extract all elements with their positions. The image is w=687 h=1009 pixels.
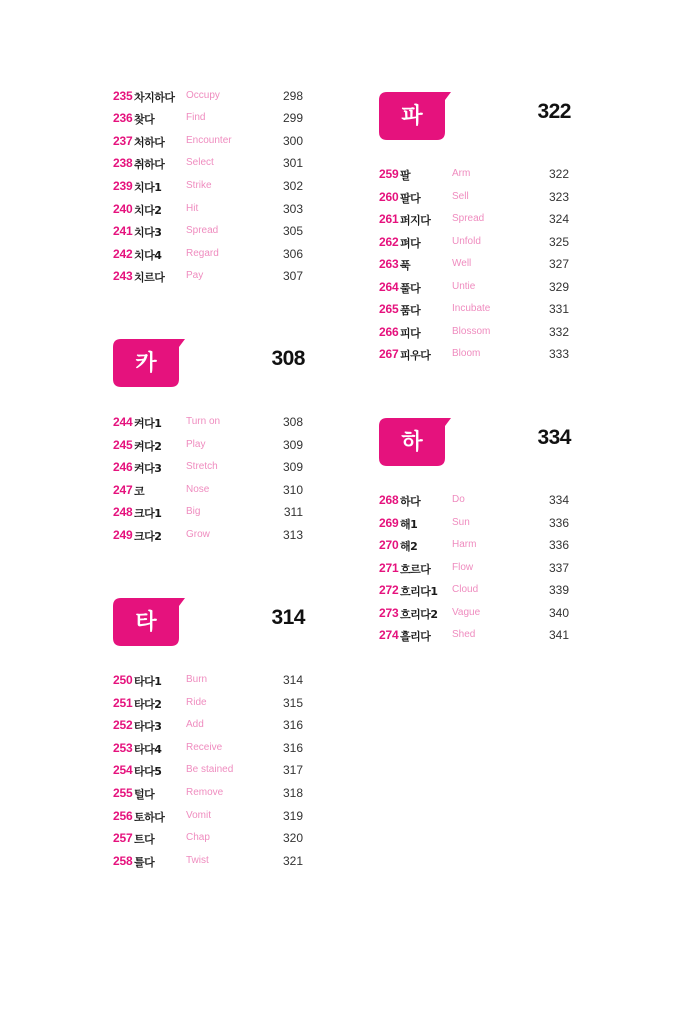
entry-page: 321	[282, 854, 303, 868]
entry-number: 239	[113, 179, 133, 193]
entry-word: 해2	[400, 540, 418, 553]
entry-translation: Play	[186, 439, 206, 450]
entry-translation: Nose	[186, 484, 210, 495]
entry-translation: Spread	[452, 213, 485, 224]
entry-word: 털다	[134, 788, 155, 801]
index-entry[interactable]	[379, 628, 571, 644]
entry-word: 켜다3	[134, 462, 162, 475]
entry-translation: Vague	[452, 607, 481, 618]
index-entry[interactable]	[379, 493, 571, 509]
entry-number: 255	[113, 786, 133, 800]
entry-number: 254	[113, 763, 133, 777]
entry-word: 치다2	[134, 204, 162, 217]
entry-page: 316	[282, 741, 303, 755]
section-label: 타	[135, 610, 157, 635]
entry-translation: Chap	[186, 832, 210, 843]
index-entry[interactable]	[113, 269, 305, 285]
index-entry[interactable]	[379, 347, 571, 363]
index-entry[interactable]	[379, 561, 571, 577]
entry-translation: Be stained	[186, 764, 234, 775]
entry-page: 340	[548, 606, 569, 620]
entry-translation: Harm	[452, 539, 477, 550]
entry-word: 퍼지다	[400, 214, 431, 227]
entry-page: 322	[548, 167, 569, 181]
entry-page: 310	[282, 483, 303, 497]
entry-translation: Bloom	[452, 348, 481, 359]
section-header-ha	[379, 416, 571, 468]
entry-number: 268	[379, 493, 399, 507]
entry-page: 336	[548, 538, 569, 552]
entry-page: 323	[548, 190, 569, 204]
entry-word: 타다3	[134, 720, 162, 733]
entry-number: 252	[113, 718, 133, 732]
section-badge	[113, 337, 183, 389]
index-entry[interactable]	[113, 247, 305, 263]
index-entry[interactable]	[113, 528, 305, 544]
entry-page: 329	[548, 280, 569, 294]
entry-word: 품다	[400, 304, 421, 317]
index-entry[interactable]	[113, 673, 305, 689]
section-badge	[113, 596, 183, 648]
index-entry[interactable]	[113, 438, 305, 454]
index-entry[interactable]	[113, 224, 305, 240]
section-label: 파	[401, 104, 423, 129]
entry-word: 하다	[400, 495, 421, 508]
index-entry[interactable]	[379, 167, 571, 183]
entry-page: 318	[282, 786, 303, 800]
index-entry[interactable]	[113, 202, 305, 218]
entry-number: 246	[113, 460, 133, 474]
entry-page: 319	[282, 809, 303, 823]
entry-number: 249	[113, 528, 133, 542]
entry-page: 314	[282, 673, 303, 687]
entry-number: 259	[379, 167, 399, 181]
entry-translation: Find	[186, 112, 206, 123]
section-page: 314	[271, 606, 305, 629]
index-entry[interactable]	[379, 280, 571, 296]
entry-number: 245	[113, 438, 133, 452]
entry-page: 308	[282, 415, 303, 429]
entry-translation: Occupy	[186, 90, 220, 101]
entry-translation: Shed	[452, 629, 476, 640]
entry-word: 해1	[400, 518, 418, 531]
entry-translation: Ride	[186, 697, 207, 708]
index-entry[interactable]	[379, 606, 571, 622]
entry-page: 302	[282, 179, 303, 193]
section-page: 322	[537, 100, 571, 123]
index-entry[interactable]	[113, 156, 305, 172]
entry-number: 265	[379, 302, 399, 316]
entry-word: 코	[134, 485, 145, 498]
entry-word: 타다1	[134, 675, 162, 688]
entry-page: 337	[548, 561, 569, 575]
entry-number: 253	[113, 741, 133, 755]
entry-number: 258	[113, 854, 133, 868]
entry-page: 336	[548, 516, 569, 530]
index-entry[interactable]	[379, 302, 571, 318]
entry-translation: Do	[452, 494, 465, 505]
entry-translation: Stretch	[186, 461, 218, 472]
entry-translation: Encounter	[186, 135, 232, 146]
entry-word: 팔	[400, 169, 411, 182]
entry-word: 흐리다2	[400, 608, 438, 621]
entry-page: 324	[548, 212, 569, 226]
entry-word: 틀다	[134, 856, 155, 869]
section-page: 308	[271, 347, 305, 370]
entry-number: 250	[113, 673, 133, 687]
entry-translation: Hit	[186, 203, 199, 214]
entry-number: 270	[379, 538, 399, 552]
entry-translation: Sell	[452, 191, 469, 202]
section-badge	[379, 90, 449, 142]
entry-number: 248	[113, 505, 133, 519]
entry-word: 크다2	[134, 530, 162, 543]
entry-word: 타다5	[134, 765, 162, 778]
entry-number: 274	[379, 628, 399, 642]
index-entry[interactable]	[379, 235, 571, 251]
entry-translation: Untie	[452, 281, 476, 292]
entry-page: 313	[282, 528, 303, 542]
entry-word: 치다4	[134, 249, 162, 262]
entry-page: 341	[548, 628, 569, 642]
entry-page: 300	[282, 134, 303, 148]
section-header-ka	[113, 337, 305, 389]
entry-number: 241	[113, 224, 133, 238]
index-entry[interactable]	[113, 483, 305, 499]
entry-page: 306	[282, 247, 303, 261]
entry-page: 309	[282, 438, 303, 452]
entry-translation: Add	[186, 719, 204, 730]
index-entry[interactable]	[113, 696, 305, 712]
entry-translation: Unfold	[452, 236, 481, 247]
index-entry[interactable]	[379, 257, 571, 273]
entry-page: 316	[282, 718, 303, 732]
entry-translation: Arm	[452, 168, 471, 179]
entry-page: 332	[548, 325, 569, 339]
entry-translation: Twist	[186, 855, 209, 866]
entry-page: 309	[282, 460, 303, 474]
entry-number: 273	[379, 606, 399, 620]
entry-translation: Select	[186, 157, 214, 168]
entry-page: 327	[548, 257, 569, 271]
entry-number: 262	[379, 235, 399, 249]
entry-page: 325	[548, 235, 569, 249]
entry-word: 타다2	[134, 698, 162, 711]
entry-word: 펴다	[400, 237, 421, 250]
entry-word: 흐르다	[400, 563, 431, 576]
index-entry[interactable]	[379, 538, 571, 554]
entry-word: 푹	[400, 259, 411, 272]
section-badge	[379, 416, 449, 468]
index-entry[interactable]	[379, 190, 571, 206]
section-page: 334	[537, 426, 571, 449]
entry-number: 266	[379, 325, 399, 339]
entry-translation: Big	[186, 506, 201, 517]
entry-number: 237	[113, 134, 133, 148]
entry-word: 차지하다	[134, 91, 175, 104]
entry-translation: Pay	[186, 270, 204, 281]
index-entry[interactable]	[113, 460, 305, 476]
entry-translation: Turn on	[186, 416, 221, 427]
index-entry[interactable]	[379, 516, 571, 532]
section-header-ta	[113, 596, 305, 648]
entry-page: 333	[548, 347, 569, 361]
entry-number: 269	[379, 516, 399, 530]
entry-page: 298	[282, 89, 303, 103]
entry-page: 317	[282, 763, 303, 777]
entry-page: 307	[282, 269, 303, 283]
entry-translation: Sun	[452, 517, 470, 528]
index-entry[interactable]	[113, 786, 305, 802]
entry-page: 311	[283, 505, 303, 519]
entry-translation: Grow	[186, 529, 210, 540]
entry-word: 흐리다1	[400, 585, 438, 598]
index-entry[interactable]	[113, 831, 305, 847]
entry-word: 토하다	[134, 811, 165, 824]
entry-translation: Spread	[186, 225, 219, 236]
index-entry[interactable]	[113, 718, 305, 734]
entry-word: 취하다	[134, 158, 165, 171]
entry-number: 257	[113, 831, 133, 845]
entry-word: 피다	[400, 327, 421, 340]
entry-word: 켜다2	[134, 440, 162, 453]
index-entry[interactable]	[113, 505, 305, 521]
entry-page: 331	[548, 302, 569, 316]
entry-number: 247	[113, 483, 133, 497]
entry-translation: Vomit	[186, 810, 212, 821]
entry-number: 263	[379, 257, 399, 271]
entry-translation: Flow	[452, 562, 474, 573]
entry-word: 처하다	[134, 136, 165, 149]
entry-number: 256	[113, 809, 133, 823]
entry-number: 238	[113, 156, 133, 170]
entry-number: 261	[379, 212, 399, 226]
entry-number: 243	[113, 269, 133, 283]
entry-number: 240	[113, 202, 133, 216]
index-entry[interactable]	[113, 809, 305, 825]
entry-word: 크다1	[134, 507, 162, 520]
entry-number: 251	[113, 696, 133, 710]
entry-translation: Incubate	[452, 303, 491, 314]
entry-word: 타다4	[134, 743, 162, 756]
section-header-pa	[379, 90, 571, 142]
index-entry[interactable]	[113, 134, 305, 150]
entry-translation: Cloud	[452, 584, 479, 595]
entry-number: 235	[113, 89, 133, 103]
entry-translation: Well	[452, 258, 472, 269]
section-label: 하	[401, 430, 423, 455]
index-entry[interactable]	[379, 212, 571, 228]
entry-page: 299	[282, 111, 303, 125]
entry-number: 244	[113, 415, 133, 429]
index-entry[interactable]	[379, 325, 571, 341]
entry-word: 치다1	[134, 181, 162, 194]
entry-number: 271	[379, 561, 399, 575]
entry-translation: Strike	[186, 180, 212, 191]
index-entry[interactable]	[113, 179, 305, 195]
entry-number: 236	[113, 111, 133, 125]
entry-page: 320	[282, 831, 303, 845]
entry-word: 팔다	[400, 192, 421, 205]
entry-word: 켜다1	[134, 417, 162, 430]
entry-word: 피우다	[400, 349, 431, 362]
index-entry[interactable]	[113, 763, 305, 779]
index-entry[interactable]	[113, 854, 305, 870]
entry-number: 264	[379, 280, 399, 294]
entry-number: 267	[379, 347, 399, 361]
entry-page: 303	[282, 202, 303, 216]
entry-word: 치르다	[134, 271, 165, 284]
index-entry[interactable]	[113, 415, 305, 431]
entry-translation: Blossom	[452, 326, 491, 337]
entry-translation: Regard	[186, 248, 219, 259]
index-entry[interactable]	[379, 583, 571, 599]
entry-word: 흘리다	[400, 630, 431, 643]
entry-translation: Receive	[186, 742, 223, 753]
entry-number: 272	[379, 583, 399, 597]
index-entry[interactable]	[113, 111, 305, 127]
entry-number: 260	[379, 190, 399, 204]
entry-word: 찾다	[134, 113, 155, 126]
index-entry[interactable]	[113, 89, 305, 105]
index-entry[interactable]	[113, 741, 305, 757]
entry-page: 339	[548, 583, 569, 597]
entry-page: 301	[282, 156, 303, 170]
entry-word: 트다	[134, 833, 155, 846]
entry-word: 치다3	[134, 226, 162, 239]
entry-translation: Remove	[186, 787, 224, 798]
entry-translation: Burn	[186, 674, 208, 685]
entry-page: 305	[282, 224, 303, 238]
entry-word: 풀다	[400, 282, 421, 295]
entry-page: 315	[282, 696, 303, 710]
section-label: 카	[135, 351, 157, 376]
entry-number: 242	[113, 247, 133, 261]
entry-page: 334	[548, 493, 569, 507]
